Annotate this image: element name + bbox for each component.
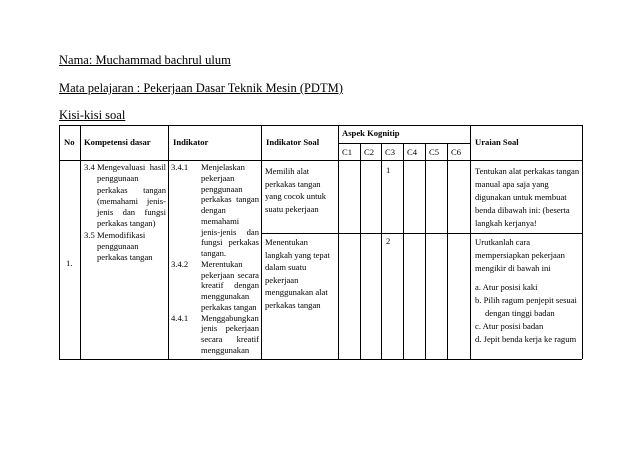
level-c5: C5	[429, 147, 440, 157]
header-indikator: Indikator	[173, 137, 209, 147]
indikator: 3.4.1 Menjelaskan pekerjaan penggunaan perkakas tangan dengan memahami jenis-jenis dan fungsi perkakas tangan. 3.4.2 Merentukan pekerjaan secara kreatif dengan menggunakan perkakas tangan 4.4.1 Menggabungkan jenis pekerjaan secara kreatif menggunakan	[171, 162, 259, 355]
indikator-soal-2: Menentukan langkah yang tepat dalam suatu pekerjaan menggunakan alat perkakas tangan	[265, 237, 330, 310]
header-indikator-soal: Indikator Soal	[266, 137, 320, 147]
student-name: Nama: Muchammad bachrul ulum	[59, 53, 231, 67]
header-uraian: Uraian Soal	[475, 137, 519, 147]
kompetensi-dasar: 3.4 Mengevaluasi hasil penggunaan perkakas tangan (memahami jenis- jenis dan fungsi perkakas tangan) 3.5 Memodifikasi penggunaan perkakas tangan	[84, 162, 166, 263]
level-c3: C3	[385, 147, 396, 157]
header-kompetensi: Kompetensi dasar	[84, 137, 151, 147]
row-number: 1.	[66, 258, 73, 268]
level-c6: C6	[451, 147, 462, 157]
level-c2: C2	[364, 147, 375, 157]
subject-title: Mata pelajaran : Pekerjaan Dasar Teknik Mesin (PDTM)	[59, 81, 343, 95]
indikator-soal-1: Memilih alat perkakas tangan yang cocok untuk suatu pekerjaan	[265, 166, 327, 214]
level-c4: C4	[407, 147, 418, 157]
uraian-soal-2: Urutkanlah cara mempersiapkan pekerjaan mengikir di bawah ini a. Atur posisi kaki b. Pilih ragum penjepit sesuai dengan tinggi badan c. Atur posisi badan d. Jepit benda kerja ke ragum	[475, 237, 577, 344]
uraian-soal-1: Tentukan alat perkakas tangan manual apa saja yang digunakan untuk membuat benda dibawah ini: (beserta langkah kerjanya!	[475, 166, 580, 228]
kisi-kisi-title: Kisi-kisi soal	[59, 108, 126, 122]
header-aspek-kognitip: Aspek Kognitip	[342, 128, 400, 138]
level-c1: C1	[342, 147, 353, 157]
c3-mark-2: 2	[386, 236, 391, 246]
header-no: No	[64, 137, 75, 147]
c3-mark-1: 1	[386, 165, 391, 175]
